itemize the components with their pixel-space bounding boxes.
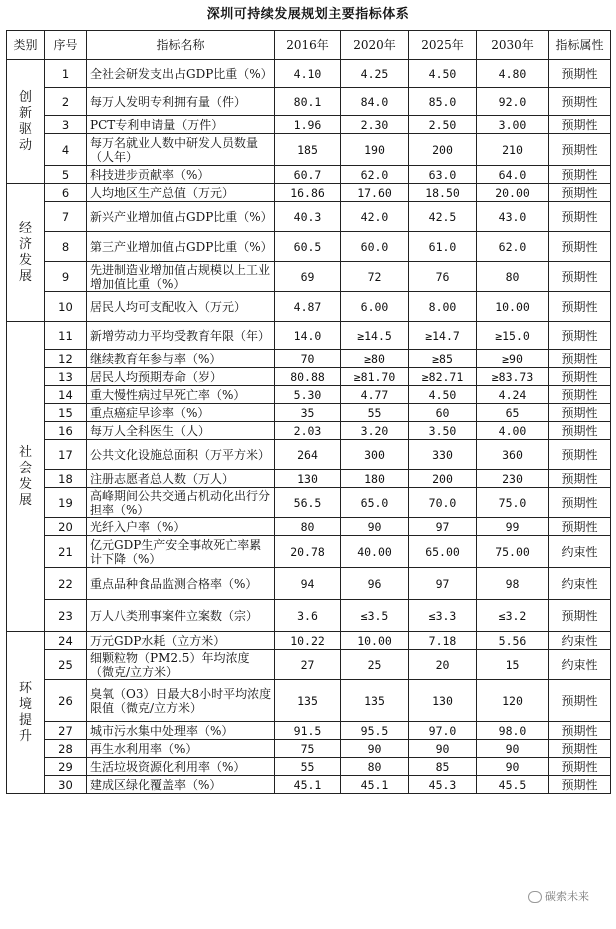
table-row [7,632,611,650]
table-row [7,422,611,440]
table-row [7,60,611,88]
value-2025-cell: 20 [409,650,477,680]
value-2025-cell: 4.50 [409,60,477,88]
category-cell-innovation [7,60,45,184]
value-2016-cell: 35 [275,404,341,422]
attribute-cell: 预期性 [549,322,611,350]
value-2016-cell: 91.5 [275,722,341,740]
category-label: 环境提升 [18,680,32,744]
value-2030-cell: 43.0 [477,202,549,232]
category-cell-environment [7,632,45,794]
value-2025-cell: 70.0 [409,488,477,518]
value-2025-cell: 85.0 [409,88,477,116]
value-2025-cell: ≥14.7 [409,322,477,350]
indicator-name-cell: 每万人发明专利拥有量（件） [87,88,275,116]
value-2016-cell: 2.03 [275,422,341,440]
header-attr: 指标属性 [549,31,611,60]
value-2016-cell: 55 [275,758,341,776]
seq-cell: 3 [45,116,87,134]
value-2020-cell: 6.00 [341,292,409,322]
table-row [7,116,611,134]
value-2016-cell: 80.88 [275,368,341,386]
value-2030-cell: 90 [477,758,549,776]
value-2030-cell: 62.0 [477,232,549,262]
table-row [7,758,611,776]
value-2020-cell: 90 [341,518,409,536]
value-2016-cell: 94 [275,568,341,600]
value-2025-cell: 97 [409,518,477,536]
attribute-cell: 预期性 [549,722,611,740]
value-2025-cell: ≥85 [409,350,477,368]
seq-cell: 15 [45,404,87,422]
value-2016-cell: 14.0 [275,322,341,350]
value-2030-cell: 360 [477,440,549,470]
indicator-name-cell: 每万名就业人数中研发人员数量（人年） [87,134,275,166]
seq-cell: 6 [45,184,87,202]
attribute-cell: 预期性 [549,470,611,488]
header-2016: 2016年 [275,31,341,60]
value-2030-cell: 92.0 [477,88,549,116]
header-row [7,31,611,60]
attribute-cell: 预期性 [549,184,611,202]
table-row [7,262,611,292]
value-2016-cell: 60.5 [275,232,341,262]
value-2030-cell: ≥90 [477,350,549,368]
value-2020-cell: 17.60 [341,184,409,202]
seq-cell: 17 [45,440,87,470]
indicator-name-cell: 亿元GDP生产安全事故死亡率累计下降（%） [87,536,275,568]
seq-cell: 1 [45,60,87,88]
value-2025-cell: 42.5 [409,202,477,232]
value-2030-cell: 15 [477,650,549,680]
value-2020-cell: 45.1 [341,776,409,794]
indicator-name-cell: 居民人均预期寿命（岁） [87,368,275,386]
table-row [7,440,611,470]
value-2016-cell: 135 [275,680,341,722]
value-2016-cell: 27 [275,650,341,680]
value-2020-cell: 180 [341,470,409,488]
value-2016-cell: 45.1 [275,776,341,794]
attribute-cell: 预期性 [549,758,611,776]
value-2025-cell: 8.00 [409,292,477,322]
seq-cell: 29 [45,758,87,776]
header-seq: 序号 [45,31,87,60]
value-2025-cell: 200 [409,134,477,166]
indicator-name-cell: 生活垃圾资源化利用率（%） [87,758,275,776]
value-2020-cell: ≥80 [341,350,409,368]
value-2030-cell: 5.56 [477,632,549,650]
value-2016-cell: 56.5 [275,488,341,518]
header-2030: 2030年 [477,31,549,60]
value-2020-cell: 95.5 [341,722,409,740]
table-row [7,166,611,184]
attribute-cell: 预期性 [549,60,611,88]
value-2016-cell: 80 [275,518,341,536]
attribute-cell: 预期性 [549,488,611,518]
table-row [7,322,611,350]
seq-cell: 10 [45,292,87,322]
value-2030-cell: ≥15.0 [477,322,549,350]
value-2030-cell: 3.00 [477,116,549,134]
header-category: 类别 [7,31,45,60]
table-row [7,368,611,386]
value-2030-cell: 10.00 [477,292,549,322]
indicator-name-cell: 重点癌症早诊率（%） [87,404,275,422]
value-2030-cell: 75.00 [477,536,549,568]
seq-cell: 22 [45,568,87,600]
seq-cell: 28 [45,740,87,758]
value-2030-cell: 98 [477,568,549,600]
value-2030-cell: 98.0 [477,722,549,740]
seq-cell: 27 [45,722,87,740]
indicator-name-cell: 城市污水集中处理率（%） [87,722,275,740]
category-cell-economy [7,184,45,322]
value-2020-cell: 135 [341,680,409,722]
value-2025-cell: 130 [409,680,477,722]
header-2020: 2020年 [341,31,409,60]
value-2020-cell: 3.20 [341,422,409,440]
attribute-cell: 预期性 [549,740,611,758]
header-name: 指标名称 [87,31,275,60]
value-2020-cell: 72 [341,262,409,292]
attribute-cell: 约束性 [549,650,611,680]
table-row [7,350,611,368]
table-row [7,776,611,794]
indicator-name-cell: 公共文化设施总面积（万平方米） [87,440,275,470]
value-2025-cell: 97.0 [409,722,477,740]
value-2016-cell: 80.1 [275,88,341,116]
seq-cell: 2 [45,88,87,116]
indicator-name-cell: 重大慢性病过早死亡率（%） [87,386,275,404]
indicator-name-cell: 再生水利用率（%） [87,740,275,758]
category-label: 经济发展 [18,220,32,284]
value-2020-cell: 40.00 [341,536,409,568]
table-title: 深圳可持续发展规划主要指标体系 [206,7,410,22]
table-row [7,470,611,488]
table-row [7,88,611,116]
table-row [7,568,611,600]
attribute-cell: 约束性 [549,632,611,650]
value-2016-cell: 16.86 [275,184,341,202]
seq-cell: 26 [45,680,87,722]
seq-cell: 8 [45,232,87,262]
value-2020-cell: 190 [341,134,409,166]
value-2016-cell: 3.6 [275,600,341,632]
table-row [7,722,611,740]
value-2025-cell: 7.18 [409,632,477,650]
value-2016-cell: 1.96 [275,116,341,134]
category-label: 创新驱动 [18,89,32,153]
table-row [7,488,611,518]
attribute-cell: 预期性 [549,368,611,386]
value-2020-cell: 55 [341,404,409,422]
table-row [7,740,611,758]
value-2025-cell: 2.50 [409,116,477,134]
table-row [7,680,611,722]
table-row [7,292,611,322]
seq-cell: 30 [45,776,87,794]
table-row [7,600,611,632]
value-2020-cell: 60.0 [341,232,409,262]
seq-cell: 7 [45,202,87,232]
attribute-cell: 预期性 [549,386,611,404]
value-2030-cell: 75.0 [477,488,549,518]
value-2016-cell: 20.78 [275,536,341,568]
indicator-name-cell: 新增劳动力平均受教育年限（年） [87,322,275,350]
attribute-cell: 预期性 [549,518,611,536]
value-2025-cell: 76 [409,262,477,292]
attribute-cell: 预期性 [549,88,611,116]
value-2030-cell: 210 [477,134,549,166]
indicator-name-cell: 继续教育年参与率（%） [87,350,275,368]
value-2030-cell: 4.80 [477,60,549,88]
value-2020-cell: ≤3.5 [341,600,409,632]
indicator-table [6,30,611,794]
value-2030-cell: 80 [477,262,549,292]
value-2030-cell: 4.00 [477,422,549,440]
table-row [7,202,611,232]
value-2025-cell: 45.3 [409,776,477,794]
indicator-name-cell: 新兴产业增加值占GDP比重（%） [87,202,275,232]
value-2025-cell: 97 [409,568,477,600]
value-2030-cell: 20.00 [477,184,549,202]
value-2025-cell: 60 [409,404,477,422]
value-2016-cell: 10.22 [275,632,341,650]
value-2020-cell: 96 [341,568,409,600]
attribute-cell: 预期性 [549,600,611,632]
attribute-cell: 预期性 [549,350,611,368]
attribute-cell: 预期性 [549,292,611,322]
value-2025-cell: 65.00 [409,536,477,568]
value-2025-cell: 61.0 [409,232,477,262]
seq-cell: 18 [45,470,87,488]
seq-cell: 25 [45,650,87,680]
watermark-text: 碳索未来 [545,890,589,903]
value-2016-cell: 69 [275,262,341,292]
indicator-name-cell: 人均地区生产总值（万元） [87,184,275,202]
attribute-cell: 预期性 [549,404,611,422]
value-2030-cell: ≥83.73 [477,368,549,386]
table-row [7,386,611,404]
seq-cell: 14 [45,386,87,404]
indicator-name-cell: 先进制造业增加值占规模以上工业增加值比重（%） [87,262,275,292]
attribute-cell: 预期性 [549,440,611,470]
indicator-name-cell: PCT专利申请量（万件） [87,116,275,134]
indicator-name-cell: 细颗粒物（PM2.5）年均浓度（微克/立方米） [87,650,275,680]
value-2016-cell: 264 [275,440,341,470]
indicator-name-cell: 万人八类刑事案件立案数（宗） [87,600,275,632]
seq-cell: 4 [45,134,87,166]
value-2025-cell: ≥82.71 [409,368,477,386]
value-2020-cell: 90 [341,740,409,758]
seq-cell: 5 [45,166,87,184]
value-2020-cell: 62.0 [341,166,409,184]
indicator-name-cell: 全社会研发支出占GDP比重（%） [87,60,275,88]
seq-cell: 12 [45,350,87,368]
attribute-cell: 约束性 [549,568,611,600]
value-2025-cell: ≤3.3 [409,600,477,632]
category-cell-society [7,322,45,632]
indicator-name-cell: 居民人均可支配收入（万元） [87,292,275,322]
indicator-name-cell: 高峰期间公共交通占机动化出行分担率（%） [87,488,275,518]
watermark [528,888,589,904]
table-row [7,184,611,202]
table-row [7,650,611,680]
value-2020-cell: 80 [341,758,409,776]
seq-cell: 9 [45,262,87,292]
indicator-name-cell: 注册志愿者总人数（万人） [87,470,275,488]
table-row [7,232,611,262]
value-2030-cell: 230 [477,470,549,488]
attribute-cell: 预期性 [549,262,611,292]
attribute-cell: 约束性 [549,536,611,568]
table-row [7,404,611,422]
attribute-cell: 预期性 [549,680,611,722]
indicator-name-cell: 重点品种食品监测合格率（%） [87,568,275,600]
attribute-cell: 预期性 [549,166,611,184]
indicator-name-cell: 万元GDP水耗（立方米） [87,632,275,650]
indicator-name-cell: 臭氧（O3）日最大8小时平均浓度限值（微克/立方米） [87,680,275,722]
wechat-icon [528,891,542,903]
value-2030-cell: 99 [477,518,549,536]
value-2025-cell: 85 [409,758,477,776]
seq-cell: 13 [45,368,87,386]
value-2025-cell: 63.0 [409,166,477,184]
indicator-name-cell: 第三产业增加值占GDP比重（%） [87,232,275,262]
value-2020-cell: 84.0 [341,88,409,116]
value-2020-cell: 65.0 [341,488,409,518]
attribute-cell: 预期性 [549,232,611,262]
value-2016-cell: 130 [275,470,341,488]
value-2020-cell: ≥81.70 [341,368,409,386]
value-2016-cell: 60.7 [275,166,341,184]
value-2030-cell: 120 [477,680,549,722]
attribute-cell: 预期性 [549,116,611,134]
seq-cell: 21 [45,536,87,568]
value-2030-cell: 64.0 [477,166,549,184]
value-2030-cell: ≤3.2 [477,600,549,632]
value-2030-cell: 90 [477,740,549,758]
seq-cell: 11 [45,322,87,350]
value-2025-cell: 3.50 [409,422,477,440]
value-2016-cell: 5.30 [275,386,341,404]
value-2025-cell: 90 [409,740,477,758]
value-2016-cell: 40.3 [275,202,341,232]
seq-cell: 16 [45,422,87,440]
value-2016-cell: 4.87 [275,292,341,322]
value-2016-cell: 70 [275,350,341,368]
value-2020-cell: 10.00 [341,632,409,650]
attribute-cell: 预期性 [549,776,611,794]
value-2020-cell: 2.30 [341,116,409,134]
table-row [7,518,611,536]
value-2016-cell: 75 [275,740,341,758]
value-2025-cell: 4.50 [409,386,477,404]
indicator-name-cell: 光纤入户率（%） [87,518,275,536]
header-2025: 2025年 [409,31,477,60]
seq-cell: 20 [45,518,87,536]
value-2030-cell: 45.5 [477,776,549,794]
value-2020-cell: ≥14.5 [341,322,409,350]
table-row [7,536,611,568]
value-2030-cell: 65 [477,404,549,422]
value-2020-cell: 300 [341,440,409,470]
seq-cell: 19 [45,488,87,518]
value-2016-cell: 185 [275,134,341,166]
indicator-name-cell: 科技进步贡献率（%） [87,166,275,184]
value-2020-cell: 25 [341,650,409,680]
value-2025-cell: 18.50 [409,184,477,202]
value-2025-cell: 330 [409,440,477,470]
attribute-cell: 预期性 [549,422,611,440]
seq-cell: 24 [45,632,87,650]
attribute-cell: 预期性 [549,202,611,232]
value-2020-cell: 42.0 [341,202,409,232]
attribute-cell: 预期性 [549,134,611,166]
category-label: 社会发展 [18,444,32,508]
seq-cell: 23 [45,600,87,632]
table-row [7,134,611,166]
indicator-name-cell: 建成区绿化覆盖率（%） [87,776,275,794]
value-2016-cell: 4.10 [275,60,341,88]
value-2025-cell: 200 [409,470,477,488]
value-2020-cell: 4.77 [341,386,409,404]
value-2030-cell: 4.24 [477,386,549,404]
indicator-name-cell: 每万人全科医生（人） [87,422,275,440]
value-2020-cell: 4.25 [341,60,409,88]
